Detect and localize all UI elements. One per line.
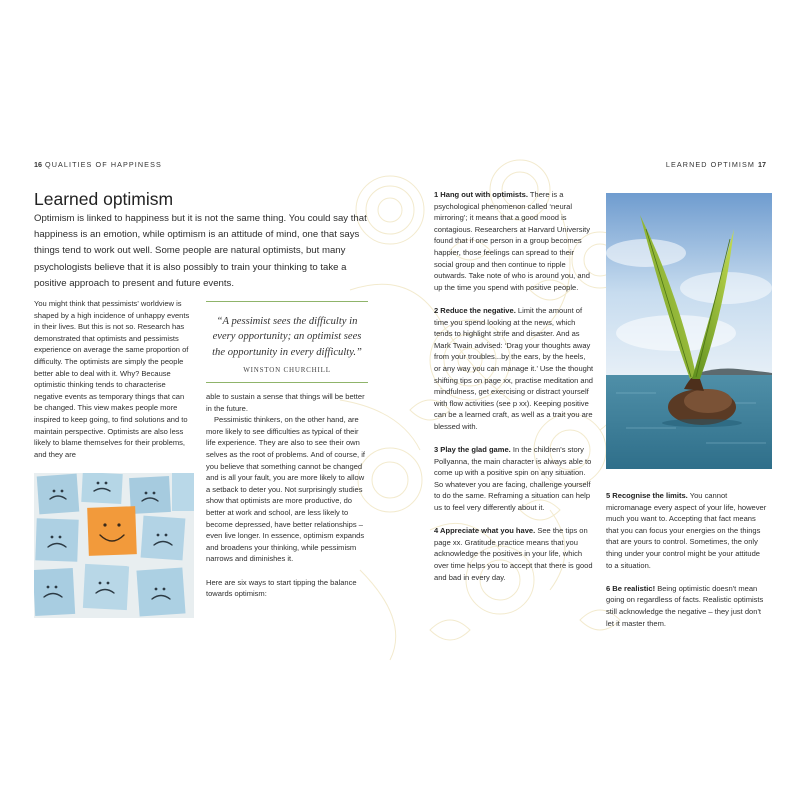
body-paragraph: You might think that pessimists' worldview is shaped by a high incidence of unhappy events in their lives. But this is not so. Research has demonstrated that optimists and pessimists experience on average the same proportion of difficulty. The optimists are simply the people better able to deal with it. Why? Because optimistic thinking tends to characterise negative events as temporary things that can be changed. This view makes people more inspired to keep going, to find solutions and to maintain perspective. Optimists are also less likely to blame themselves for their problems, and they are: [34, 299, 190, 459]
quote-text: “A pessimist sees the difficulty in every opportunity; an optimist sees the opportunity in every difficulty.”: [212, 316, 362, 358]
tip-6: [606, 583, 768, 629]
column-4: [606, 490, 768, 641]
tip-text: See the tips on page xx. Gratitude practice means that you acknowledge the positives in your life, which over time helps you to accept that there is good and bad in every day.: [434, 526, 593, 582]
pull-quote: [206, 301, 368, 383]
page-number-right: 17: [758, 160, 766, 169]
tip-4: [434, 525, 594, 583]
tip-text: You cannot micromanage every aspect of your life, however much you want to. Accepting that fact means that you can focus your energies on the things that are yours to control. Sometimes, the only thing under your control might be your attitude to a situation.: [606, 491, 767, 570]
article-intro: Optimism is linked to happiness but it is not the same thing. You could say that happiness is an emotion, while optimism is an attitude of mind, one that says things tend to work out well. Some people are natural optimists, but many psychologists believe that it is also possibly to train your thinking to take a positive approach to present and future events.: [34, 213, 367, 289]
tip-3: [434, 444, 594, 514]
quote-attribution: WINSTON CHURCHILL: [243, 366, 331, 375]
tip-text: In the children's story Pollyanna, the main character is always able to come up with a positive spin on any situation. So whatever you are facing, challenge yourself to do the same. Reframing a situation can help us to feel very differently about it.: [434, 445, 592, 513]
body-paragraph: Here are six ways to start tipping the balance towards optimism:: [206, 577, 357, 599]
sprouting-coconut-photo: [606, 193, 772, 469]
tip-heading: 4 Appreciate what you have.: [434, 526, 536, 536]
tip-heading: 5 Recognise the limits.: [606, 491, 688, 500]
running-title-right: LEARNED OPTIMISM: [665, 160, 755, 169]
tip-heading: 1 Hang out with optimists.: [434, 190, 528, 199]
tip-5: [606, 490, 768, 571]
tip-heading: 2 Reduce the negative.: [434, 305, 516, 315]
running-title-left: QUALITIES OF HAPPINESS: [45, 160, 162, 169]
tip-2: [434, 305, 594, 433]
tip-text: Limit the amount of time you spend looking at the news, which tends to highlight strife and disaster. And as Mark Twain advised: ‘Drag your thoughts away from your troubles...by the ears, by the heels, or any way you can manage it.’ Use the thought shifting tips on page xx, practise meditation and mindfulness, get exercising or distract yourself with flow activities (see p xx). Keeping positive can be a learned craft, as well as a trait you are blessed with.: [434, 305, 594, 431]
tip-text: There is a psychological phenomenon called ‘neural mirroring’; it means that a good mood is contagious. Researchers at Harvard University found that if one person in a group becomes happier, those feelings can spread to their social group and then continue to ripple outwards. Take note of who is around you, and up the time you spend with positive people.: [434, 190, 591, 292]
tip-heading: 3 Play the glad game.: [434, 445, 511, 455]
column-1: [34, 298, 194, 460]
tip-1: [434, 189, 594, 293]
running-head-left: [34, 160, 162, 169]
running-head-right: [666, 160, 766, 169]
column-2: [206, 391, 368, 600]
body-paragraph: Pessimistic thinkers, on the other hand, are more likely to see difficulties as typical of their life experience. They are also to see their own selves as the root of problems. And of course, if you believe that something cannot be changed and is all your fault, you are more likely to allow a setback to deter you. Not surprisingly studies show that optimists are more productive, do better at work and school, are less likely to become depressed, have better relationships – even live longer. In essence, optimism expands and broadens your thinking, while pessimism narrows and diminishes it.: [206, 415, 365, 564]
sticky-notes-photo: [34, 473, 194, 618]
tip-heading: 6 Be realistic!: [606, 583, 656, 593]
body-paragraph: able to sustain a sense that things will be better in the future.: [206, 392, 365, 413]
column-3: [434, 189, 594, 595]
page-number-left: 16: [34, 160, 42, 169]
article-title: Learned optimism: [34, 189, 174, 209]
tip-text: Being optimistic doesn't mean going on regardless of facts. Realistic optimists still acknowledge the negative – they just don't let it master them.: [606, 583, 764, 628]
